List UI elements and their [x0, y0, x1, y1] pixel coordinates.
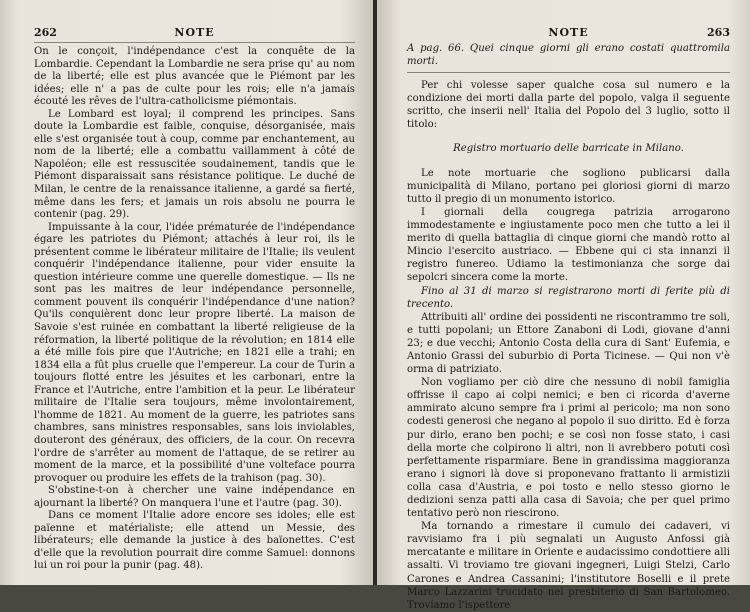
right-paragraph-6: Non vogliamo per ciò dire che nessuno di nobil famiglia offrisse il capo ai colpi nemici; e ben ci ricorda d'averne ammirato alcuno sempre fra i primi al pericolo; ma non sono codesti generosi che negano al popolo il suo diritto. Ed è forza pur dirlo, erano ben pochi; e se così non fosse stato, i casi della morte che colpirono li altri, non li avrebbero potuti così perfettamente risparmiare. Bene in grandissima maggioranza erano i signori là dove si proponevano frattanto li armistizii colla casa d'Austria, e poi tosto e nello stesso giorno le dedizioni senza patti alla casa di Savoia; che per quel primo tentativo però non riescirono. [407, 377, 730, 520]
left-paragraph-2: Le Lombard est loyal; il comprend les principes. Sans doute la Lombardie est faible, conquise, désorganisée, mais elle s'est organisée tout à coup, comme par enchantement, au nom de la liberté; elle a combattu vaillamment à côté de Napoléon; elle est ressuscitée soudainement, tandis que le Piémont disparaissait sans résistance politique. Le duché de Milan, le centre de la renaissance italienne, a gardé sa fierté, même dans les fers; et jamais un rois absolu ne pourra le contenir (pag. 29). [34, 108, 355, 221]
right-paragraph-7: Ma tornando a rimestare il cumulo dei cadaveri, vi ravvisiamo fra i più segnalati un Augusto Anfossi già mercatante e militare in Oriente e audacissimo condottiere alli assalti. Vi troviamo tre giovani ingegneri, Luigi Stelzi, Carlo Carones e Andrea Cassanini; l'institutore Boselli e il prete Marco Lazzarini trucidato nel presbiterio di San Bartolomeo. Troviamo l'ispettore [407, 521, 730, 611]
right-header-title: NOTE [548, 26, 589, 39]
left-page [0, 0, 373, 585]
right-paragraph-5: Attribuiti all' ordine dei possidenti ne riscontrammo tre soli, e tutti popolani; un Ettore Zanaboni di Lodi, giovane d'anni 23; e due vecchi; Antonio Costa della cura di Sant' Eufemia, e Antonio Grassi del suburbio di Porta Ticinese. — Qui non v'è orma di patriziato. [407, 311, 730, 376]
page-reference: A pag. 66. Quei cinque giorni gli erano costati quattromila morti. [407, 43, 730, 68]
register-title: Registro mortuario delle barricate in Milano. [453, 142, 684, 154]
left-running-head [34, 26, 355, 40]
left-paragraph-1: On le conçoit, l'indépendance c'est la conquête de la Lombardie. Cependant la Lombardie ne sera prise qu' au nom de la liberté; elle est plus avancée que le Piémont par les idées; elle n' a pas de culte pour les rois; elle n'a jamais écouté les rêves de l'ultra-catholicisme piémontais. [34, 46, 355, 108]
left-paragraph-3: Impuissante à la cour, l'idée prématurée de l'indépendance égare les patriotes du Piémont; attachés à leur roi, ils le présentent comme le libérateur militaire de l'Italie; ils veulent conquérir l'indépendance italienne, pour vider ensuite la question intérieure comme une querelle domestique. — Ils ne sont pas les maitres de leur indépendance personnelle, comment pouvent ils conquérir l'indépendance d'une nation? Qu'ils conquièrent donc leur propre liberté. La maison de Savoie s'est ruinée en combattant la liberté religieuse de la réformation, la liberté politique de la révolution; en 1814 elle a été mille fois pire que l'Autriche; en 1821 elle a trahi; en 1834 ella a fût plus cruelle que l'empereur. La cour de Turin a toujours flotté entre les jésuites et les carbonari, entre la France et l'Autriche, entre l'ambition et la peur. Le libérateur militaire de l'Italie sera toujours, même involontairement, l'homme de 1821. Au moment de la guerre, les patriotes sans chambres, sans ministres responsables, sans lois inviolables, douteront des généraux, des officiers, de la cour. On recevra l'ordre de s'arrêter au moment de l'attaque, de se retirer au moment de la marce, et la possibilité d'une volteface pourra provoquer ou produire les effets de la trahison (pag. 30). [34, 221, 355, 484]
right-page-number: 263 [707, 26, 730, 39]
right-reference-rule [407, 72, 730, 73]
left-header-title: NOTE [174, 26, 215, 39]
left-paragraph-4: S'obstine-t-on à chercher une vaine indépendance en ajournant la liberté? On manquera l'une et l'autre (pag. 30). [34, 485, 355, 509]
left-header-rule [34, 42, 355, 43]
right-paragraph-2: Le note mortuarie che sogliono publicarsi dalla municipalità di Milano, portano pei gloriosi giorni di marzo tutto il pregio di un monumento istorico. [407, 167, 730, 205]
right-paragraph-3: I giornali della cougrega patrizia arrogarono immodestamente e ingiustamente poco men che tutto a lei il merito di quella battaglia di cinque giorni che mandò rotto al Mincio l'esercito austriaco. — Ebbene qui ci sta innanzi il registro funereo. Udiamo la testimonianza che sorge dai sepolcri sincera come la morte. [407, 206, 730, 284]
right-page [377, 0, 750, 611]
right-running-head [407, 26, 730, 40]
left-paragraph-5: Dans ce moment l'Italie adore encore ses idoles; elle est païenne et matérialiste; elle attend un Messie, des libérateurs; elle demande la justice à des baïonettes. C'est d'elle que la revolution pourrait dire comme Samuel: donnons lui un roi pour la punir (pag. 48). [34, 510, 355, 572]
right-paragraph-4: Fino al 31 di marzo si registrarono morti di ferite più di trecento. [407, 285, 730, 310]
left-page-number: 262 [34, 26, 57, 39]
right-paragraph-1: Per chi volesse saper qualche cosa sul numero e la condizione dei morti dalla parte del popolo, valga il seguente scritto, che inserii nell' Italia del Popolo del 3 luglio, sotto il titolo: [407, 80, 730, 131]
